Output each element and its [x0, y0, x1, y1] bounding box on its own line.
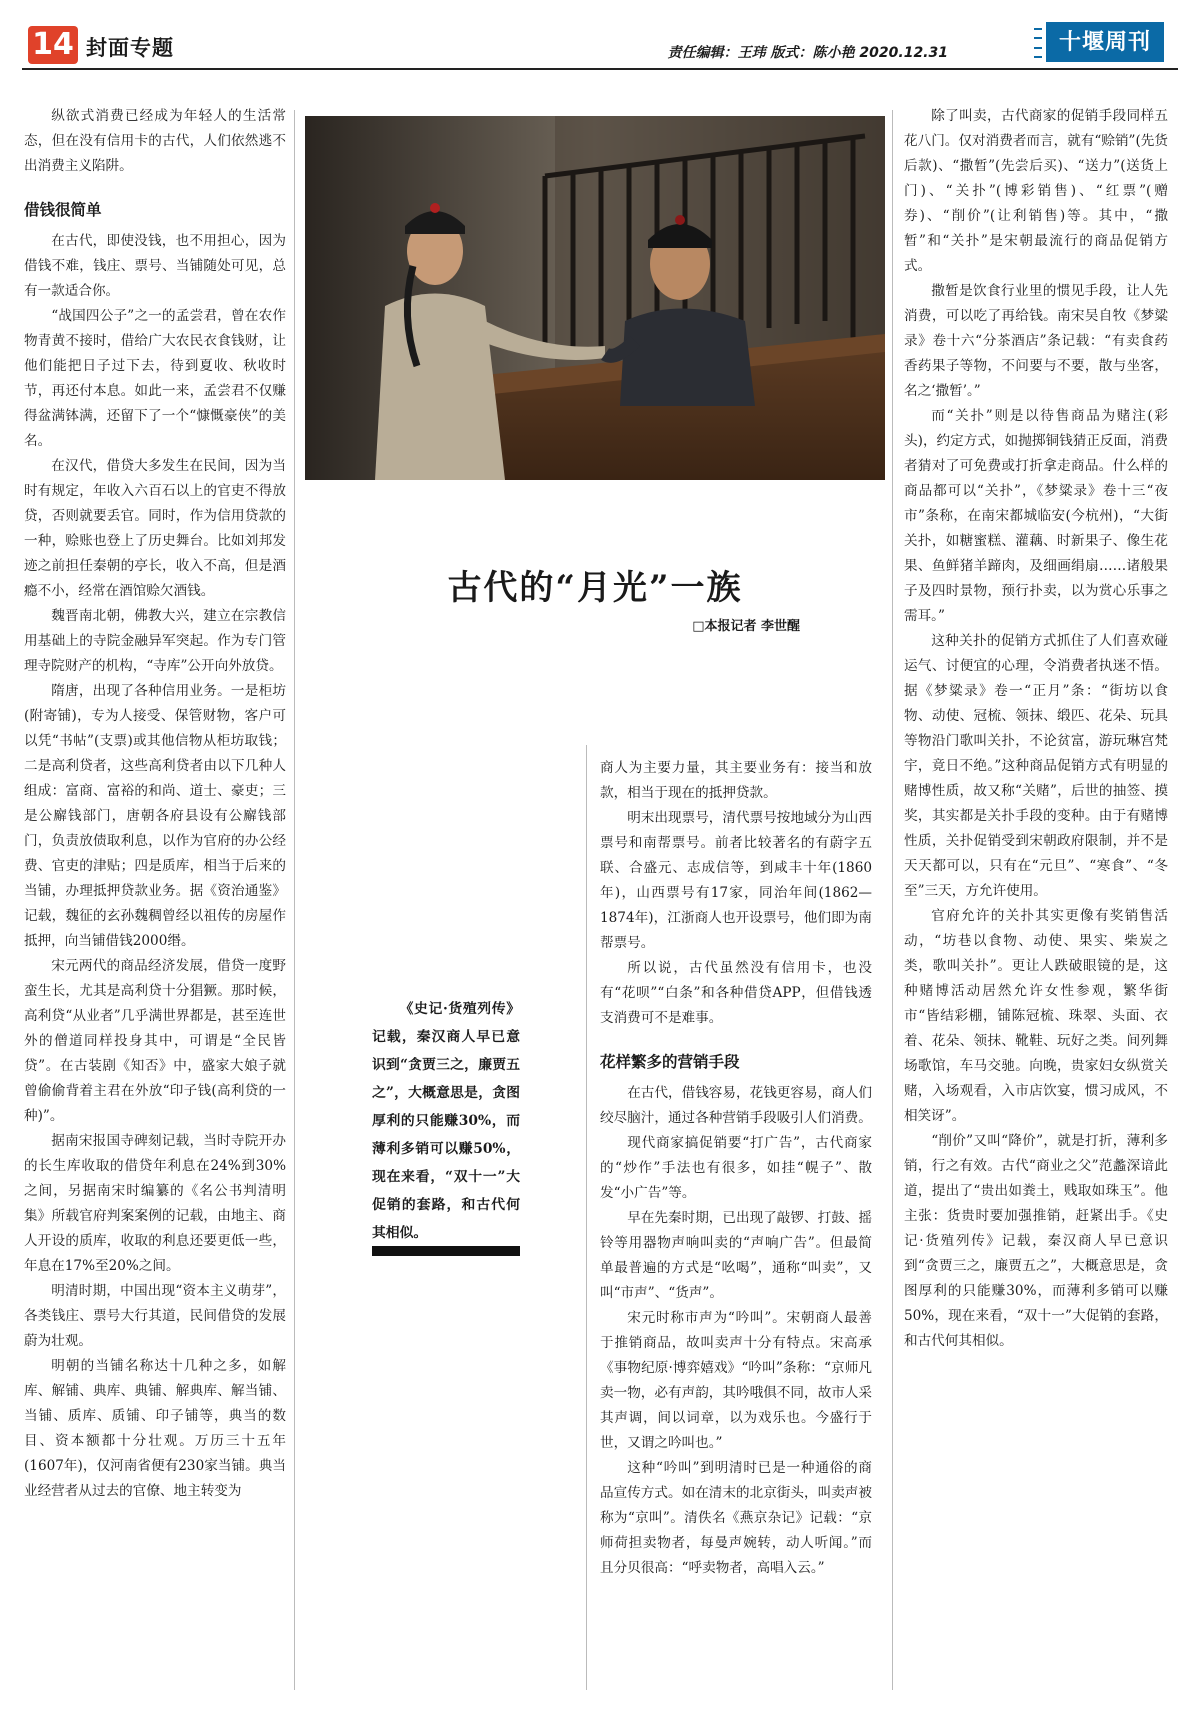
masthead-logo: 十堰周刊 — [1046, 22, 1164, 62]
masthead-decoration — [1034, 28, 1042, 58]
column-rule — [586, 745, 587, 1690]
article-column-3 — [600, 756, 872, 1581]
page-header — [22, 18, 1178, 66]
pull-quote-bar — [372, 1246, 520, 1256]
paragraph: 所以说，古代虽然没有信用卡，也没有“花呗”“白条”和各种借贷APP，但借钱透支消费可不是难事。 — [600, 960, 872, 1026]
paragraph: 明末出现票号，清代票号按地域分为山西票号和南帮票号。前者比较著名的有蔚字五联、合盛元、志成信等，到咸丰十年(1860年)，山西票号有17家，同治年间(1862—1874年)，江浙商人也开设票号，他们即为南帮票号。 — [600, 810, 872, 951]
paragraph: 隋唐，出现了各种信用业务。一是柜坊(附寄铺)，专为人接受、保管财物，客户可以凭“书帖”(支票)或其他信物从柜坊取钱；二是高利贷者，这些高利贷者由以下几种人组成：富商、富裕的和尚、道士、豪吏；三是公廨钱部门，唐朝各府县设有公廨钱部门，负责放债取利息，以作为官府的办公经费、官吏的津贴；四是质库，相当于后来的当铺，办理抵押贷款业务。据《资治通鉴》记载，魏征的玄孙魏稠曾经以祖传的房屋作抵押，向当铺借钱2000缗。 — [24, 683, 286, 949]
column-rule — [892, 110, 893, 1690]
paragraph: 在汉代，借贷大多发生在民间，因为当时有规定，年收入六百石以上的官吏不得放贷，否则就要丢官。同时，作为信用贷款的一种，赊账也登上了历史舞台。比如刘邦发迹之前担任秦朝的亭长，收入不高，但是酒瘾不小，经常在酒馆赊欠酒钱。 — [24, 458, 286, 599]
article-column-4 — [904, 104, 1168, 1354]
paragraph: 现代商家搞促销要“打广告”，古代商家的“炒作”手法也有很多，如挂“幌子”、散发“小广告”等。 — [600, 1135, 872, 1201]
paragraph: 官府允许的关扑其实更像有奖销售活动，“坊巷以食物、动使、果实、柴炭之类，歌叫关扑”。更让人跌破眼镜的是，这种赌博活动居然允许女性参观，繁华街市“皆结彩棚，铺陈冠梳、珠翠、头面、衣着、花朵、领抹、靴鞋、玩好之类。间列舞场歌馆，车马交驰。向晚，贵家妇女纵赏关赌，入场观看，入市店饮宴，惯习成风，不相笑讶”。 — [904, 908, 1168, 1124]
article-title-block — [330, 560, 860, 634]
paragraph: 这种关扑的促销方式抓住了人们喜欢碰运气、讨便宜的心理，令消费者执迷不悟。据《梦粱录》卷一“正月”条：“街坊以食物、动使、冠梳、领抹、缎匹、花朵、玩具等物沿门歌叫关扑，不论贫富，游玩琳宫梵宇，竟日不绝。”这种商品促销方式有明显的赌博性质，故又称“关赌”，后世的抽签、摸奖，其实都是关扑手段的变种。由于有赌博性质，关扑促销受到宋朝政府限制，并不是天天都可以，只有在“元旦”、“寒食”、“冬至”三天，方允许使用。 — [904, 633, 1168, 899]
paragraph: 这种“吟叫”到明清时已是一种通俗的商品宣传方式。如在清末的北京街头，叫卖声被称为“京叫”。清佚名《燕京杂记》记载：“京师荷担卖物者，每曼声婉转，动人听闻。”而且分贝很高：“呼卖物者，高唱入云。” — [600, 1460, 872, 1576]
intro-paragraph: 纵欲式消费已经成为年轻人的生活常态，但在没有信用卡的古代，人们依然逃不出消费主义陷阱。 — [24, 108, 286, 174]
paragraph: 据南宋报国寺碑刻记载，当时寺院开办的长生库收取的借贷年利息在24%到30%之间，另据南宋时编纂的《名公书判清明集》所载官府判案案例的记载，由地主、商人开设的质库，收取的利息还要更低一些，年息在17%至20%之间。 — [24, 1133, 286, 1274]
article-title: 古代的“月光”一族 — [447, 568, 743, 608]
section-heading-borrowing: 借钱很简单 — [24, 201, 102, 219]
column-rule — [294, 110, 295, 1690]
article-byline: □本报记者 李世醒 — [692, 619, 800, 634]
paragraph: 明清时期，中国出现“资本主义萌芽”，各类钱庄、票号大行其道，民间借贷的发展蔚为壮观。 — [24, 1283, 286, 1349]
paragraph: “削价”又叫“降价”，就是打折，薄利多销，行之有效。古代“商业之父”范蠡深谙此道，提出了“贵出如粪土，贱取如珠玉”。他主张：货贵时要加强推销，赶紧出手。《史记·货殖列传》记载，秦汉商人早已意识到“贪贾三之，廉贾五之”，大概意思是，贪图厚利的只能赚30%，而薄利多销可以赚50%，现在来看，“双十一”大促销的套路，和古代何其相似。 — [904, 1133, 1168, 1349]
paragraph: 除了叫卖，古代商家的促销手段同样五花八门。仅对消费者而言，就有“赊销”(先货后款)、“撒暂”(先尝后买)、“送力”(送货上门)、“关扑”(博彩销售)、“红票”(赠券)、“削价”(让利销售)等。其中，“撒暂”和“关扑”是宋朝最流行的商品促销方式。 — [904, 108, 1168, 274]
paragraph: 商人为主要力量，其主要业务有：接当和放款，相当于现在的抵押贷款。 — [600, 760, 872, 801]
paragraph: 在古代，借钱容易，花钱更容易，商人们绞尽脑汁，通过各种营销手段吸引人们消费。 — [600, 1085, 872, 1126]
paragraph: 撒暂是饮食行业里的惯见手段，让人先消费，可以吃了再给钱。南宋吴自牧《梦粱录》卷十六“分茶酒店”条记载：“有卖食药香药果子等物，不问要与不要，散与坐客，名之‘撒暂’。” — [904, 283, 1168, 399]
paragraph: “战国四公子”之一的孟尝君，曾在农作物青黄不接时，借给广大农民衣食钱财，让他们能把日子过下去，待到夏收、秋收时节，再还付本息。如此一来，孟尝君不仅赚得盆满钵满，还留下了一个“慷慨豪侠”的美名。 — [24, 308, 286, 449]
paragraph: 魏晋南北朝，佛教大兴，建立在宗教信用基础上的寺院金融异军突起。作为专门管理寺院财产的机构，“寺库”公开向外放贷。 — [24, 608, 286, 674]
page-number: 14 — [28, 26, 78, 64]
paragraph: 宋元时称市声为“吟叫”。宋朝商人最善于推销商品，故叫卖声十分有特点。宋高承《事物纪原·博弈嬉戏》“吟叫”条称：“京师凡卖一物，必有声韵，其吟哦俱不同，故市人采其声调，间以词章，以为戏乐也。今盛行于世，又谓之吟叫也。” — [600, 1310, 872, 1451]
paragraph: 早在先秦时期，已出现了敲锣、打鼓、摇铃等用器物声响叫卖的“声响广告”。但最简单最普遍的方式是“吆喝”，通称“叫卖”，又叫“市声”、“货声”。 — [600, 1210, 872, 1301]
section-heading-marketing: 花样繁多的营销手段 — [600, 1053, 740, 1071]
paragraph: 在古代，即使没钱，也不用担心，因为借钱不难，钱庄、票号、当铺随处可见，总有一款适合你。 — [24, 233, 286, 299]
paragraph: 宋元两代的商品经济发展，借贷一度野蛮生长，尤其是高利贷十分猖獗。那时候，高利贷“从业者”几乎满世界都是，甚至连世外的僧道同样投身其中，可谓是“全民皆贷”。在古装剧《知否》中，盛家大娘子就曾偷偷背着主君在外放“印子钱(高利贷的一种)”。 — [24, 958, 286, 1124]
editor-credits: 责任编辑：王玮 版式：陈小艳 2020.12.31 — [667, 45, 948, 61]
article-photo-pawnshop-scene — [305, 116, 885, 480]
paragraph: 明朝的当铺名称达十几种之多，如解库、解铺、典库、典铺、解典库、解当铺、当铺、质库、质铺、印子铺等，典当的数目、资本额都十分壮观。万历三十五年(1607年)，仅河南省便有230家当铺。典当业经营者从过去的官僚、地主转变为 — [24, 1358, 286, 1499]
section-title: 封面专题 — [86, 36, 174, 60]
pull-quote — [372, 995, 520, 1247]
article-column-1 — [24, 104, 286, 1504]
header-rule — [22, 68, 1178, 70]
pull-quote-text: 《史记·货殖列传》记载，秦汉商人早已意识到“贪贾三之，廉贾五之”，大概意思是，贪图厚利的只能赚30%，而薄利多销可以赚50%，现在来看，“双十一”大促销的套路，和古代何其相似。 — [372, 1001, 520, 1241]
paragraph: 而“关扑”则是以待售商品为赌注(彩头)，约定方式，如抛掷铜钱猜正反面，消费者猜对了可免费或打折拿走商品。什么样的商品都可以“关扑”，《梦粱录》卷十三“夜市”条称，在南宋都城临安(今杭州)，“大街关扑，如糖蜜糕、灌藕、时新果子、像生花果、鱼鲜猪羊蹄肉，及细画绢扇……诸般果子及四时景物，预行扑卖，以为赏心乐事之需耳。” — [904, 408, 1168, 624]
